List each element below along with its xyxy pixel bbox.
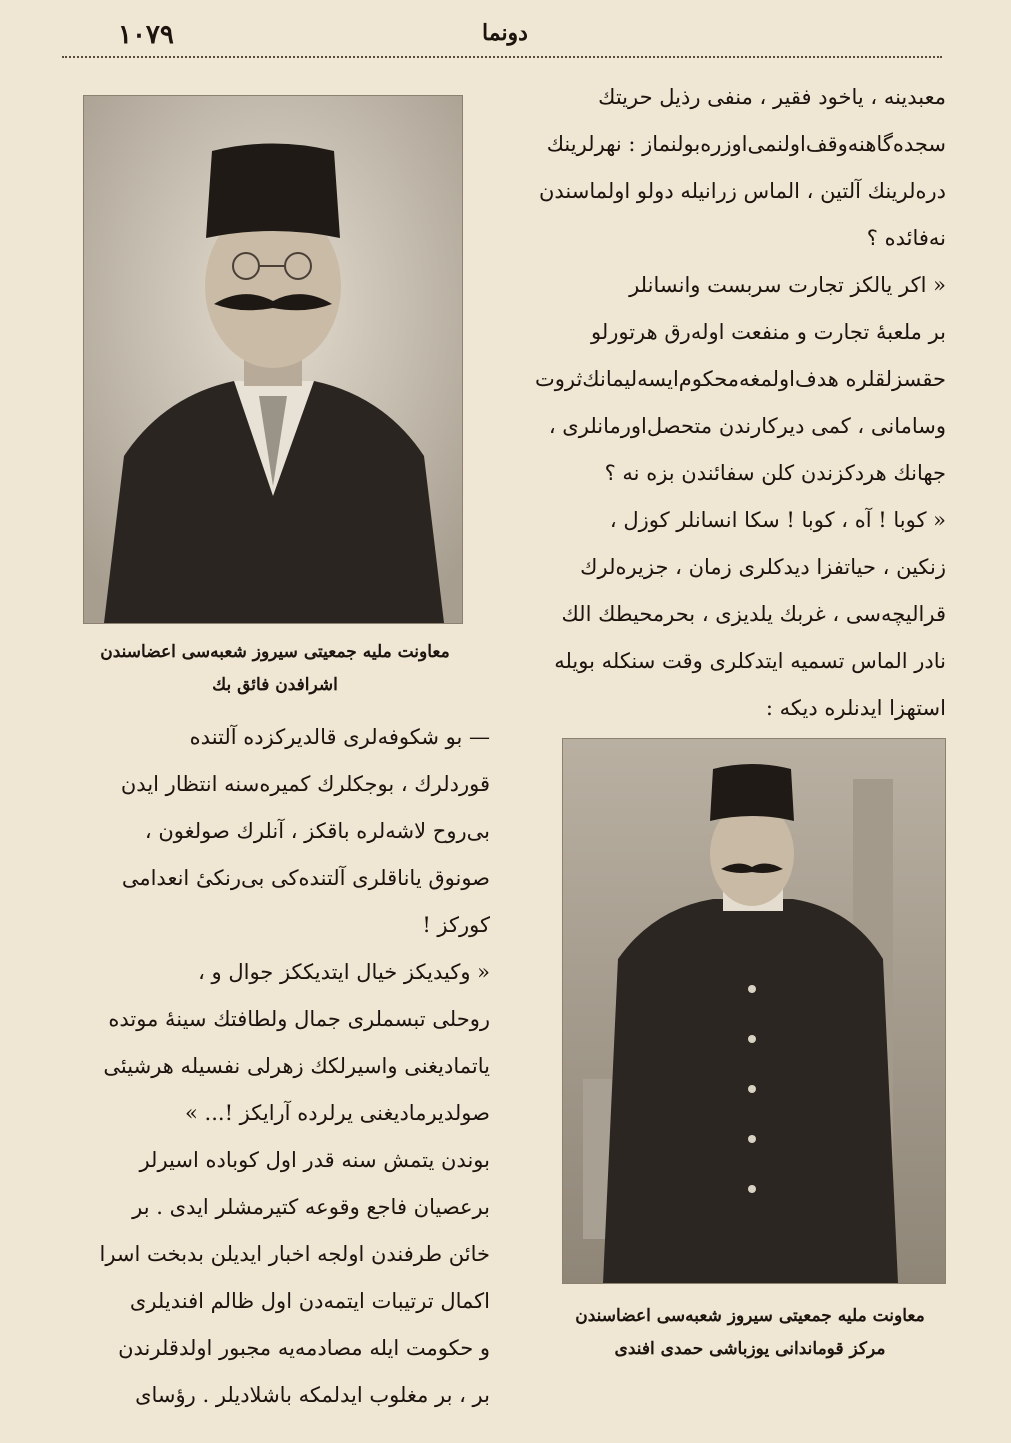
- text-line: زنکین ، حیاتفزا دیدکلری زمان ، جزیره‌لرك: [580, 555, 946, 579]
- text-line: قرالیچه‌سی ، غربك یلدیزی ، بحرمحیطك الك: [561, 602, 946, 626]
- text-line: معبدینه ، یاخود فقیر ، منفی رذیل حریتك: [598, 85, 946, 109]
- caption-line: مرکز قوماندانی یوزباشی حمدی افندی: [614, 1339, 886, 1359]
- text-line: — بو شکوفه‌لری قالدیرکزده آلتنده: [189, 725, 490, 749]
- text-line: استهزا ایدنلره دیکه :: [765, 696, 946, 720]
- text-line: اکمال ترتیبات ایتمه‌دن اول ظالم افندیلری: [129, 1289, 490, 1313]
- caption-line: معاونت مليه جمعيتی سیروز شعبه‌سی اعضاسندن: [100, 642, 450, 662]
- portrait-illustration: [563, 739, 945, 1283]
- text-line: بی‌روح لاشه‌لره باقکز ، آنلرك صولغون ،: [144, 819, 490, 843]
- text-line: صونوق یاناقلری آلتنده‌کی بی‌رنکیٔ انعدامی: [121, 866, 490, 890]
- text-line: برعصیان فاجع وقوعه کتیرمشلر ایدی . بر: [132, 1195, 490, 1219]
- caption-line: اشرافدن فائق بك: [212, 675, 338, 695]
- text-line: روحلی تبسملری جمال ولطافتك سینهٔ موتده: [108, 1007, 490, 1031]
- text-line: خائن طرفندن اولجه اخبار ایدیلن بدبخت اسرا: [99, 1242, 490, 1266]
- text-line: بوندن یتمش سنه قدر اول کوباده اسیرلر: [139, 1148, 490, 1172]
- text-line: دره‌لرینك آلتین ، الماس زرانیله دولو اولماسندن: [538, 179, 946, 203]
- text-line: « کوبا ! آه ، کوبا ! سکا انسانلر کوزل ،: [609, 508, 946, 532]
- text-line: « اکر یالکز تجارت سربست وانسانلر: [629, 273, 946, 297]
- text-line: و حکومت ایله مصادمه‌یه مجبور اولدقلرندن: [118, 1336, 490, 1360]
- portrait-photo-hamdi-efendi: [562, 738, 946, 1284]
- text-line: جهانك هردکزندن کلن سفائندن بزه نه ؟: [604, 461, 946, 485]
- text-line: صولدیرمادیغنی یرلرده آرایکز !... »: [185, 1101, 490, 1125]
- text-line: حقسزلقلره هدف‌اولمغه‌محکوم‌ایسه‌لیمانك‌ثروت: [534, 367, 946, 391]
- text-line: سجده‌گاهنه‌وقف‌اولنمی‌اوزره‌بولنماز : نهرلرینك: [546, 132, 946, 156]
- text-line: وسامانی ، کمی دیرکارندن متحصل‌اورمانلری ،: [548, 414, 946, 438]
- text-line: کورکز !: [422, 913, 490, 937]
- body-text-right-column: [526, 74, 946, 734]
- text-line: یاتمادیغنی واسیرلکك زهرلی نفسیله هرشیئی: [103, 1054, 490, 1078]
- photo-caption-top: [55, 636, 495, 706]
- text-line: بر ، بر مغلوب ایدلمکه باشلادیلر . رؤسای: [135, 1383, 490, 1407]
- text-line: نه‌فائده ؟: [866, 226, 946, 250]
- header-divider: [62, 56, 942, 64]
- running-title: دونما: [482, 20, 528, 46]
- text-line: « وکیدیکز خیال ایتدیککز جوال و ،: [198, 960, 490, 984]
- text-line: نادر الماس تسمیه ایتدکلری وقت سنکله بویله: [554, 649, 946, 673]
- caption-line: معاونت مليه جمعيتی سیروز شعبه‌سی اعضاسندن: [575, 1306, 925, 1326]
- portrait-photo-faik-bey: [83, 95, 463, 624]
- photo-caption-bottom: [540, 1300, 960, 1370]
- page-number: ١٠٧٩: [118, 20, 174, 50]
- body-text-left-column: [60, 714, 490, 1407]
- text-line: قوردلرك ، بوجکلرك کمیره‌سنه انتظار ایدن: [120, 772, 490, 796]
- portrait-illustration: [84, 96, 462, 623]
- text-line: بر ملعبهٔ تجارت و منفعت اوله‌رق هرتورلو: [590, 320, 946, 344]
